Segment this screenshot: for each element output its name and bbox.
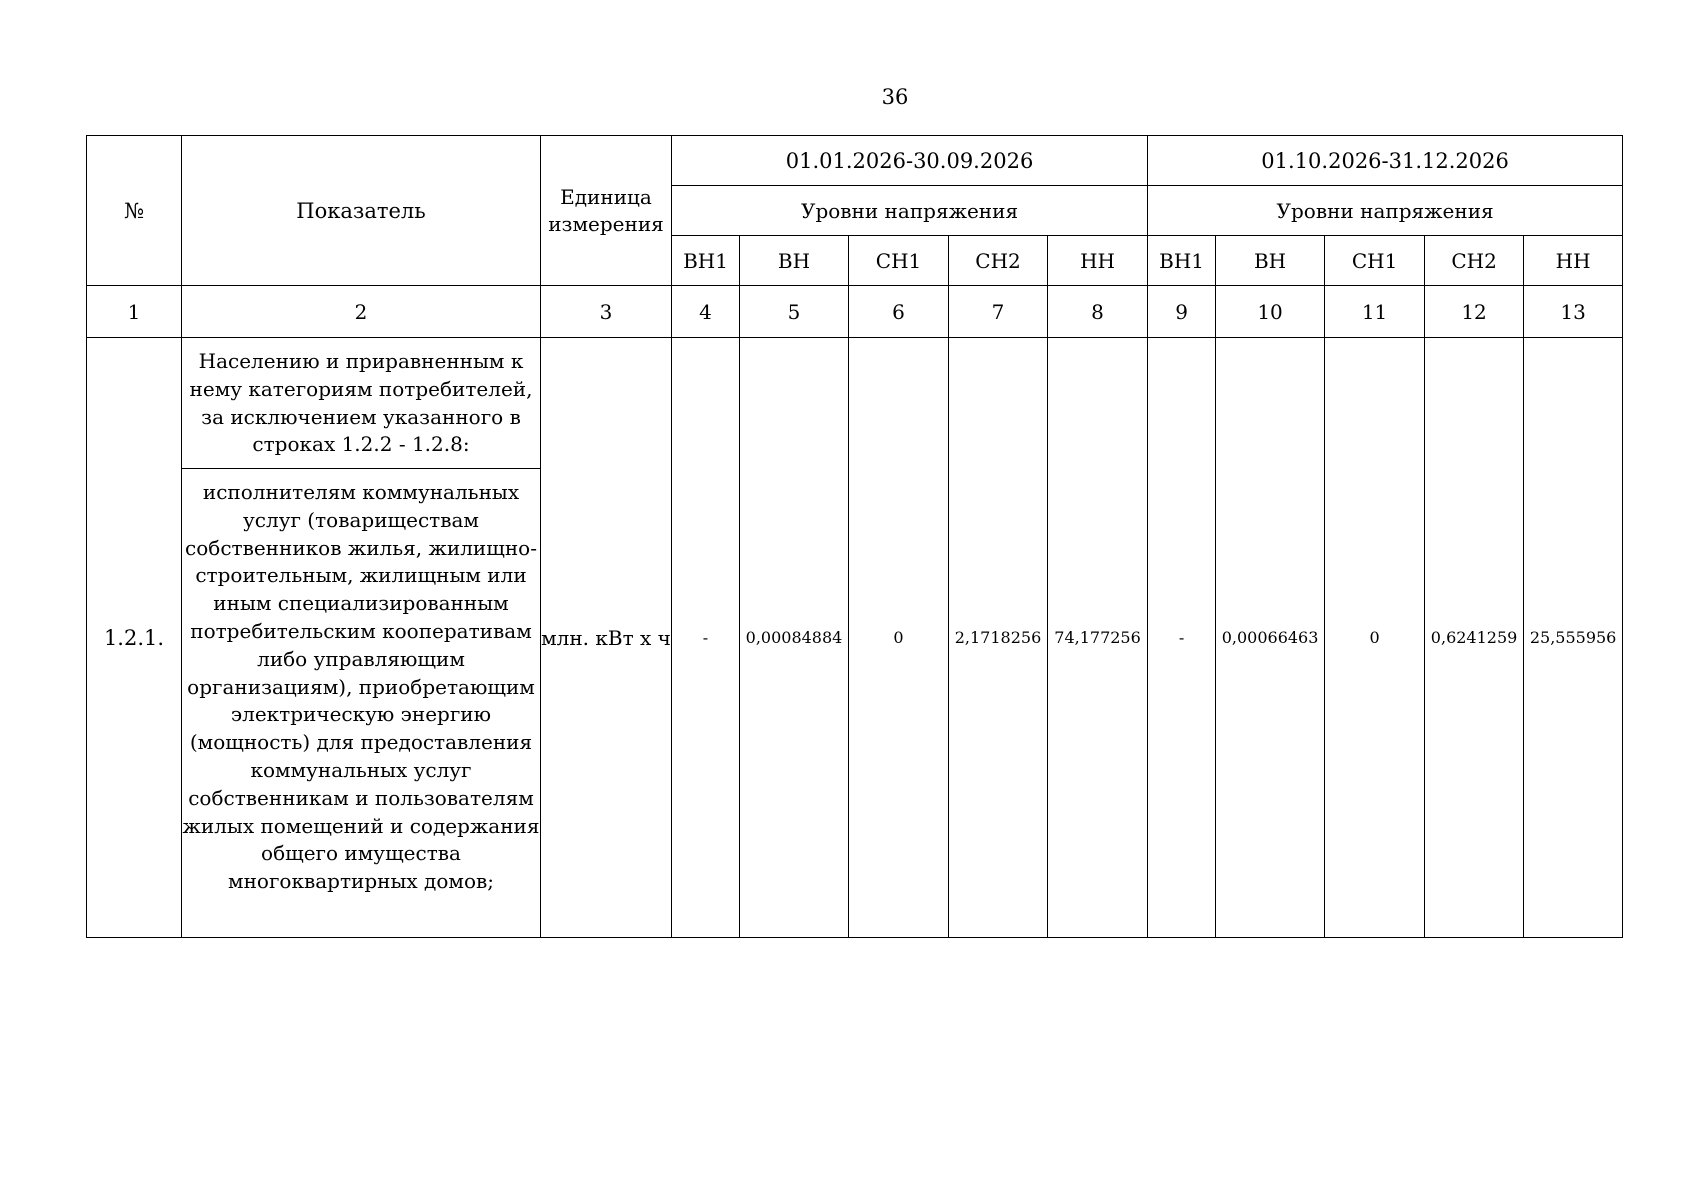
level-header: СН2: [1425, 236, 1524, 286]
header-voltage-levels-1: Уровни напряжения: [672, 186, 1148, 236]
indicator-main-text: Населению и приравненным к нему категориям потребителей, за исключением указанного в строках 1.2.2 - 1.2.8:: [189, 349, 533, 457]
column-number: 10: [1216, 286, 1325, 338]
column-number: 13: [1524, 286, 1623, 338]
row-number: 1.2.1.: [87, 338, 182, 938]
header-period-2: 01.10.2026-31.12.2026: [1148, 136, 1623, 186]
level-header: НН: [1048, 236, 1148, 286]
value-cell: 0: [849, 338, 949, 938]
header-voltage-levels-2: Уровни напряжения: [1148, 186, 1623, 236]
value-cell: 0: [1325, 338, 1425, 938]
level-header: ВН1: [672, 236, 740, 286]
column-number: 7: [949, 286, 1048, 338]
column-number: 6: [849, 286, 949, 338]
page-number: 36: [881, 85, 909, 109]
tariff-table: [86, 135, 1623, 938]
level-header: СН2: [949, 236, 1048, 286]
value-cell: 0,00066463: [1216, 338, 1325, 938]
value-cell: 74,177256: [1048, 338, 1148, 938]
column-number: 1: [87, 286, 182, 338]
column-number: 3: [541, 286, 672, 338]
value-cell: -: [672, 338, 740, 938]
level-header: СН1: [849, 236, 949, 286]
column-number: 12: [1425, 286, 1524, 338]
unit-value: млн. кВт х ч: [541, 338, 672, 938]
level-header: СН1: [1325, 236, 1425, 286]
level-header: НН: [1524, 236, 1623, 286]
value-cell: -: [1148, 338, 1216, 938]
header-indicator: Показатель: [182, 136, 541, 286]
column-number: 2: [182, 286, 541, 338]
value-cell: 0,00084884: [740, 338, 849, 938]
level-header: ВН: [740, 236, 849, 286]
column-number: 5: [740, 286, 849, 338]
level-header: ВН: [1216, 236, 1325, 286]
value-cell: 2,1718256: [949, 338, 1048, 938]
column-number: 9: [1148, 286, 1216, 338]
value-cell: 25,555956: [1524, 338, 1623, 938]
level-header: ВН1: [1148, 236, 1216, 286]
header-unit: Единица измерения: [541, 136, 672, 286]
value-cell: 0,6241259: [1425, 338, 1524, 938]
header-no: №: [87, 136, 182, 286]
header-period-1: 01.01.2026-30.09.2026: [672, 136, 1148, 186]
column-number: 11: [1325, 286, 1425, 338]
indicator-sub-text: исполнителям коммунальных услуг (товариществам собственников жилья, жилищно-строительным, жилищным или иным специализированным потребительским кооперативам либо управляющим организациям), приобретающим электрическую энергию (мощность) для предоставления коммунальных услуг собственникам и пользователям жилых помещений и содержания общего имущества многоквартирных домов;: [182, 480, 540, 894]
column-number: 4: [672, 286, 740, 338]
column-number: 8: [1048, 286, 1148, 338]
